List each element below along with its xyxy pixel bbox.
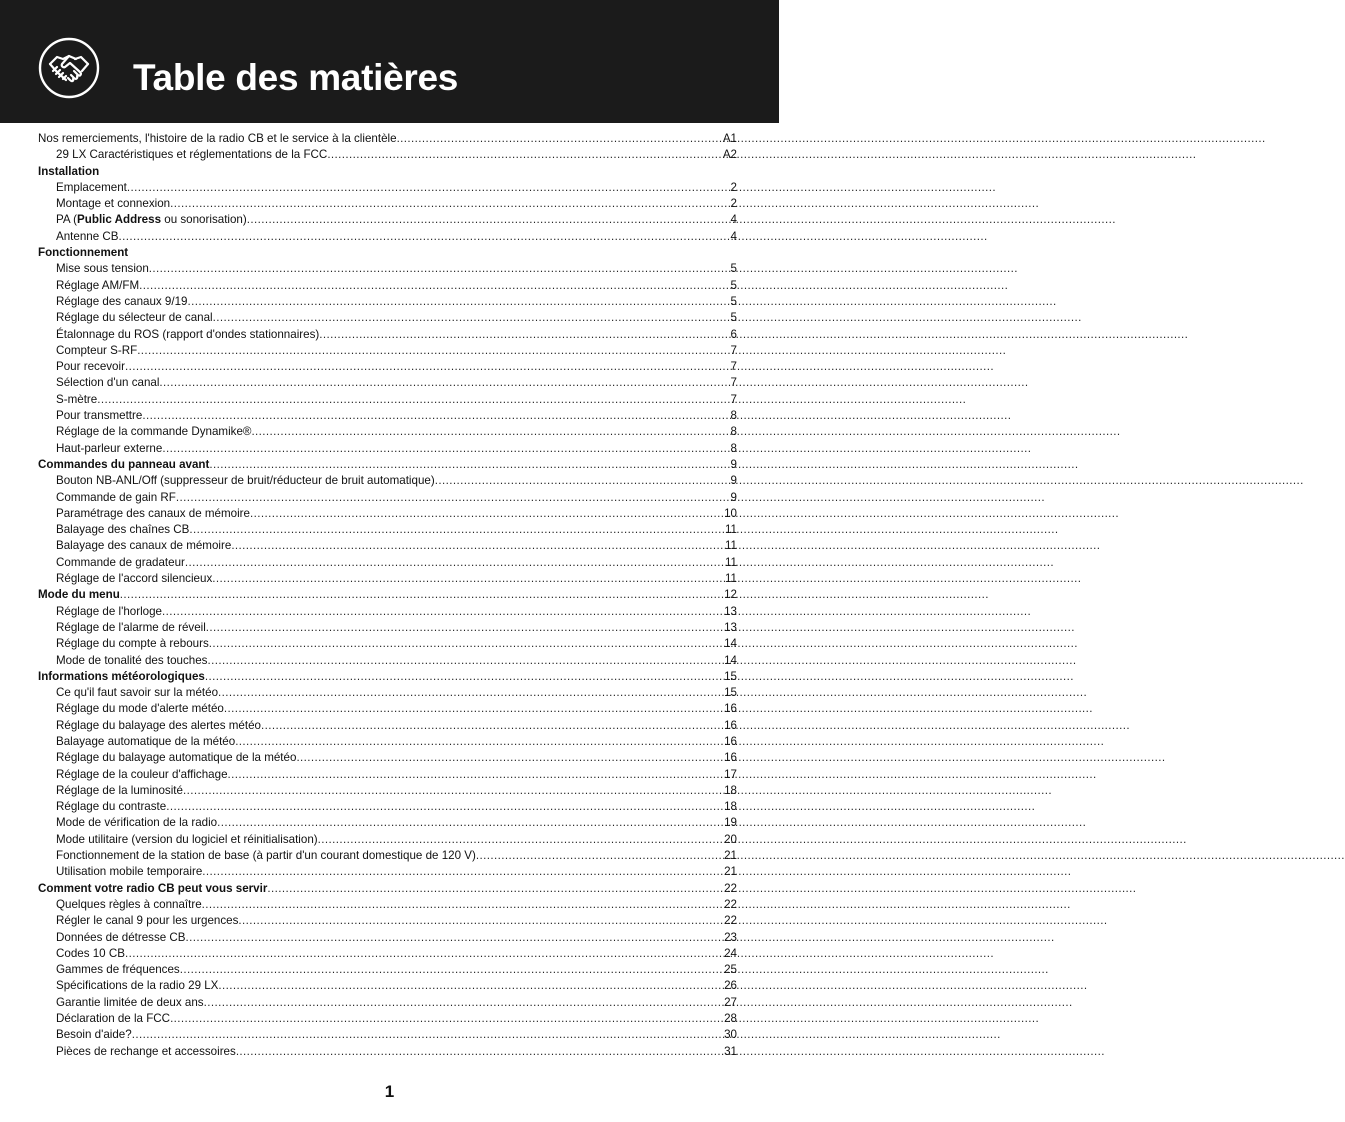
toc-leader-dots <box>209 636 724 652</box>
toc-entry-title: Commande de gain RF <box>56 490 176 504</box>
toc-section-title: Commandes du panneau avant <box>38 457 210 471</box>
toc-page-number: 15 <box>724 669 737 683</box>
header-banner <box>0 0 779 123</box>
toc-entry-title: Balayage automatique de la météo <box>56 734 236 748</box>
toc-entry-title: Balayage des chaînes CB <box>56 523 190 537</box>
toc-entry-row[interactable] <box>38 310 737 326</box>
toc-section-row[interactable] <box>38 881 737 897</box>
toc-leader-dots <box>162 604 724 620</box>
toc-entry-row[interactable] <box>38 783 737 799</box>
toc-leader-dots <box>218 685 724 701</box>
toc-entry-row[interactable] <box>38 653 737 669</box>
toc-entry-title: Haut-parleur externe <box>56 441 163 455</box>
toc-leader-dots <box>183 783 724 799</box>
toc-entry-title: Réglage du contraste <box>56 800 167 814</box>
toc-leader-dots <box>139 278 730 294</box>
toc-leader-dots <box>218 978 724 994</box>
toc-page-number: 8 <box>730 441 737 455</box>
toc-entry-row[interactable] <box>38 261 737 277</box>
toc-entry-title: Pour recevoir <box>56 360 125 374</box>
toc-page-number: 2 <box>730 197 737 211</box>
toc-page-number: 8 <box>730 409 737 423</box>
toc-entry-title: Codes 10 CB <box>56 946 125 960</box>
toc-page-number: 7 <box>730 360 737 374</box>
toc-entry-row[interactable] <box>38 359 737 375</box>
toc-entry-title: Compteur S-RF <box>56 343 138 357</box>
toc-leader-dots <box>207 653 724 669</box>
toc-entry-title: Utilisation mobile temporaire <box>56 865 203 879</box>
toc-leader-dots <box>97 392 730 408</box>
toc-entry-title: Pour transmettre <box>56 409 143 423</box>
toc-page-number: 14 <box>724 637 737 651</box>
toc-entry-title: PA (Public Address ou sonorisation) <box>56 213 247 227</box>
toc-entry-row[interactable] <box>38 1044 737 1060</box>
toc-entry-title: Réglage de l'alarme de réveil <box>56 620 206 634</box>
toc-page-number: 31 <box>724 1044 737 1058</box>
toc-page-number: 14 <box>724 653 737 667</box>
toc-entry-title: Réglage de l'accord silencieux <box>56 572 213 586</box>
toc-entry-row[interactable] <box>38 946 737 962</box>
toc-leader-dots <box>204 995 725 1011</box>
toc-leader-dots <box>170 1011 724 1027</box>
toc-entry-row[interactable] <box>38 750 737 766</box>
toc-section-title: Informations météorologiques <box>38 669 205 683</box>
toc-entry-title: Réglage du compte à rebours <box>56 637 209 651</box>
toc-page-number: 16 <box>724 734 737 748</box>
toc-entry-row[interactable] <box>38 147 737 163</box>
emphasis-text: Public Address <box>77 213 162 227</box>
toc-leader-dots <box>170 196 730 212</box>
toc-page-number: 11 <box>724 523 737 537</box>
toc-leader-dots <box>149 261 731 277</box>
toc-page-number: 9 <box>730 490 737 504</box>
toc-page-number: 10 <box>724 506 737 520</box>
toc-leader-dots <box>435 473 731 489</box>
toc-leader-dots <box>235 734 724 750</box>
toc-entry-row[interactable] <box>38 685 737 701</box>
toc-entry-row[interactable] <box>38 229 737 245</box>
toc-page-number: 17 <box>724 767 737 781</box>
toc-page-number: 11 <box>724 555 737 569</box>
toc-entry-title: Étalonnage du ROS (rapport d'ondes stationnaires) <box>56 327 320 341</box>
toc-page-number: 21 <box>724 865 737 879</box>
toc-entry-title: Antenne CB <box>56 229 119 243</box>
toc-page-number: 11 <box>724 572 737 586</box>
toc-entry-row[interactable] <box>38 701 737 717</box>
toc-section-row[interactable] <box>38 245 737 261</box>
toc-leader-dots <box>176 490 731 506</box>
toc-entry-row[interactable] <box>38 490 737 506</box>
toc-entry-row[interactable] <box>38 506 737 522</box>
toc-entry-row[interactable] <box>38 212 737 228</box>
toc-entry-row[interactable] <box>38 1011 737 1027</box>
toc-entry-title: Commande de gradateur <box>56 555 185 569</box>
toc-entry-row[interactable] <box>38 978 737 994</box>
toc-leader-dots <box>132 1027 724 1043</box>
toc-entry-row[interactable] <box>38 343 737 359</box>
toc-leader-dots <box>180 962 724 978</box>
toc-page-number: A2 <box>722 148 737 162</box>
toc-entry-title: Besoin d'aide? <box>56 1028 132 1042</box>
toc-entry-title: Réglage AM/FM <box>56 278 140 292</box>
toc-page-number: 5 <box>730 294 737 308</box>
toc-entry-title: Mode utilitaire (version du logiciel et réinitialisation) <box>56 832 318 846</box>
toc-entry-row[interactable] <box>38 180 737 196</box>
toc-leader-dots <box>224 701 724 717</box>
toc-entry-title: Balayage des canaux de mémoire <box>56 539 232 553</box>
toc-leader-dots <box>319 327 730 343</box>
toc-leader-dots <box>120 587 724 603</box>
toc-entry-title: Paramétrage des canaux de mémoire <box>56 506 250 520</box>
toc-leader-dots <box>185 555 725 571</box>
toc-entry-title: Mise sous tension <box>56 262 149 276</box>
toc-entry-row[interactable] <box>38 799 737 815</box>
toc-entry-title: Nos remerciements, l'histoire de la radio CB et le service à la clientèle <box>38 132 397 145</box>
toc-entry-title: Ce qu'il faut savoir sur la météo <box>56 686 219 700</box>
page-title: Table des matières <box>133 57 459 98</box>
toc-entry-title: 29 LX Caractéristiques et réglementations de la FCC <box>56 148 328 162</box>
toc-entry-row[interactable] <box>38 1027 737 1043</box>
toc-page-number: 28 <box>724 1012 737 1026</box>
toc-page-number: 25 <box>724 963 737 977</box>
toc-entry-row[interactable] <box>38 375 737 391</box>
toc-leader-dots <box>188 294 731 310</box>
toc-entry-title: Fonctionnement de la station de base (à partir d'un courant domestique de 120 V) <box>56 849 476 863</box>
toc-entry-title: Réglage du balayage des alertes météo <box>56 718 261 732</box>
toc-entry-row[interactable] <box>38 767 737 783</box>
toc-leader-dots <box>142 408 730 424</box>
toc-leader-dots <box>236 1044 724 1060</box>
toc-entry-row[interactable] <box>38 196 737 212</box>
toc-entry-title: Réglage de la commande Dynamike® <box>56 425 252 439</box>
toc-leader-dots <box>202 897 724 913</box>
toc-page-number: 26 <box>724 979 737 993</box>
handshake-icon <box>38 37 100 99</box>
toc-leader-dots <box>261 718 724 734</box>
toc-entry-title: Régler le canal 9 pour les urgences <box>56 914 239 928</box>
toc-entry-title: Réglage de l'horloge <box>56 604 162 618</box>
toc-page-number: 6 <box>730 327 737 341</box>
toc-page-number: 9 <box>730 474 737 488</box>
toc-entry-title: Emplacement <box>56 180 127 194</box>
toc-entry-title: Réglage du sélecteur de canal <box>56 311 213 325</box>
toc-leader-dots <box>166 799 724 815</box>
toc-leader-dots <box>247 212 731 228</box>
toc-entry-row[interactable] <box>38 604 737 620</box>
toc-page-number: 22 <box>724 897 737 911</box>
toc-section-title: Comment votre radio CB peut vous servir <box>38 881 268 895</box>
toc-page-number: 5 <box>730 278 737 292</box>
toc-page-number: 4 <box>730 229 737 243</box>
toc-section-title: Fonctionnement <box>38 246 129 260</box>
toc-entry-row[interactable] <box>38 392 737 408</box>
toc-page-number: 27 <box>724 995 737 1009</box>
toc-page-number: 23 <box>724 930 737 944</box>
toc-page-number: 21 <box>724 849 737 863</box>
toc-page-number: 2 <box>730 180 737 194</box>
toc-leader-dots <box>209 457 730 473</box>
toc-entry-title: Gammes de fréquences <box>56 963 180 977</box>
toc-entry-row[interactable] <box>38 327 737 343</box>
toc-page-number: 13 <box>724 604 737 618</box>
toc-entry-title: Quelques règles à connaître <box>56 897 202 911</box>
toc-page-number: 5 <box>730 262 737 276</box>
toc-entry-row[interactable] <box>38 930 737 946</box>
toc-entry-row[interactable] <box>38 131 737 147</box>
toc-page-number: 8 <box>730 425 737 439</box>
toc-entry-title: Spécifications de la radio 29 LX <box>56 979 219 993</box>
toc-page-number: 7 <box>730 392 737 406</box>
toc-entry-title: Mode de tonalité des touches <box>56 653 208 667</box>
toc-entry-title: Réglage du balayage automatique de la météo <box>56 751 297 765</box>
toc-leader-dots <box>159 375 730 391</box>
toc-entry-row[interactable] <box>38 864 737 880</box>
toc-entry-row[interactable] <box>38 408 737 424</box>
toc-leader-dots <box>228 767 725 783</box>
toc-leader-dots <box>137 343 730 359</box>
toc-entry-row[interactable] <box>38 718 737 734</box>
toc-leader-dots <box>327 147 723 163</box>
toc-page-number: 18 <box>724 783 737 797</box>
toc-entry-row[interactable] <box>38 522 737 538</box>
toc-entry-title: Réglage de la luminosité <box>56 783 183 797</box>
toc-entry-row[interactable] <box>38 538 737 554</box>
toc-entry-title: Réglage des canaux 9/19 <box>56 294 188 308</box>
toc-page-number: 7 <box>730 343 737 357</box>
toc-entry-row[interactable] <box>38 832 737 848</box>
toc-page-number: 18 <box>724 800 737 814</box>
toc-leader-dots <box>212 571 725 587</box>
toc-page-number: 7 <box>730 376 737 390</box>
toc-leader-dots <box>250 506 724 522</box>
toc-page-number: 11 <box>724 539 737 553</box>
toc-page-number: 22 <box>724 914 737 928</box>
toc-leader-dots <box>205 669 724 685</box>
toc-leader-dots <box>202 864 724 880</box>
toc-section-row[interactable] <box>38 587 737 603</box>
toc-section-row[interactable] <box>38 669 737 685</box>
toc-leader-dots <box>238 913 724 929</box>
toc-entry-title: Garantie limitée de deux ans <box>56 995 204 1009</box>
toc-section-row[interactable] <box>38 164 737 180</box>
toc-entry-row[interactable] <box>38 734 737 750</box>
toc-entry-row[interactable] <box>38 962 737 978</box>
toc-entry-title: Pièces de rechange et accessoires <box>56 1044 236 1058</box>
toc-entry-row[interactable] <box>38 555 737 571</box>
toc-entry-row[interactable] <box>38 995 737 1011</box>
toc-page-number: 19 <box>724 816 737 830</box>
toc-leader-dots <box>397 131 723 147</box>
toc-entry-title: Montage et connexion <box>56 197 171 211</box>
toc-page-number: 9 <box>730 457 737 471</box>
toc-section-title: Mode du menu <box>38 588 120 602</box>
toc-leader-dots <box>127 180 731 196</box>
toc-leader-dots <box>267 881 724 897</box>
toc-leader-dots <box>186 930 725 946</box>
toc-entry-row[interactable] <box>38 424 737 440</box>
toc-entry-row[interactable] <box>38 473 737 489</box>
toc-entry-row[interactable] <box>38 913 737 929</box>
toc-leader-dots <box>162 441 730 457</box>
toc-page-number: 30 <box>724 1028 737 1042</box>
toc-entry-row[interactable] <box>38 294 737 310</box>
toc-entry-row[interactable] <box>38 278 737 294</box>
toc-leader-dots <box>189 522 725 538</box>
toc-page-number: 15 <box>724 686 737 700</box>
table-of-contents <box>38 131 737 1060</box>
toc-leader-dots <box>119 229 731 245</box>
toc-section-title: Installation <box>38 164 100 178</box>
toc-page-number: 16 <box>724 702 737 716</box>
toc-page-number: 16 <box>724 751 737 765</box>
toc-leader-dots <box>206 620 724 636</box>
page-number: 1 <box>384 1082 395 1101</box>
toc-entry-title: Déclaration de la FCC <box>56 1012 171 1026</box>
toc-page-number: 12 <box>724 588 737 602</box>
toc-leader-dots <box>125 359 731 375</box>
toc-entry-row[interactable] <box>38 620 737 636</box>
toc-entry-title: Sélection d'un canal <box>56 376 160 390</box>
toc-entry-row[interactable] <box>38 848 737 864</box>
toc-entry-title: Réglage du mode d'alerte météo <box>56 702 224 716</box>
toc-entry-row[interactable] <box>38 815 737 831</box>
toc-leader-dots <box>476 848 724 864</box>
toc-page-number: 24 <box>724 946 737 960</box>
toc-page-number: 4 <box>730 213 737 227</box>
toc-entry-title: Mode de vérification de la radio <box>56 816 218 830</box>
toc-leader-dots <box>213 310 731 326</box>
toc-leader-dots <box>318 832 724 848</box>
toc-leader-dots <box>296 750 724 766</box>
toc-leader-dots <box>231 538 725 554</box>
toc-leader-dots <box>125 946 724 962</box>
toc-section-row[interactable] <box>38 457 737 473</box>
toc-entry-title: Bouton NB-ANL/Off (suppresseur de bruit/réducteur de bruit automatique) <box>56 474 435 488</box>
toc-entry-row[interactable] <box>38 441 737 457</box>
toc-page-number: 16 <box>724 718 737 732</box>
toc-entry-row[interactable] <box>38 636 737 652</box>
toc-entry-title: Réglage de la couleur d'affichage <box>56 767 228 781</box>
toc-leader-dots <box>251 424 730 440</box>
toc-leader-dots <box>217 815 724 831</box>
toc-entry-title: Données de détresse CB <box>56 930 186 944</box>
toc-entry-row[interactable] <box>38 571 737 587</box>
toc-page-number: 13 <box>724 620 737 634</box>
toc-page-number: 20 <box>724 832 737 846</box>
toc-page-number: 5 <box>730 311 737 325</box>
toc-entry-row[interactable] <box>38 897 737 913</box>
toc-page-number: A1 <box>722 132 737 145</box>
toc-page-number: 22 <box>724 881 737 895</box>
toc-entry-title: S-mètre <box>56 392 98 406</box>
